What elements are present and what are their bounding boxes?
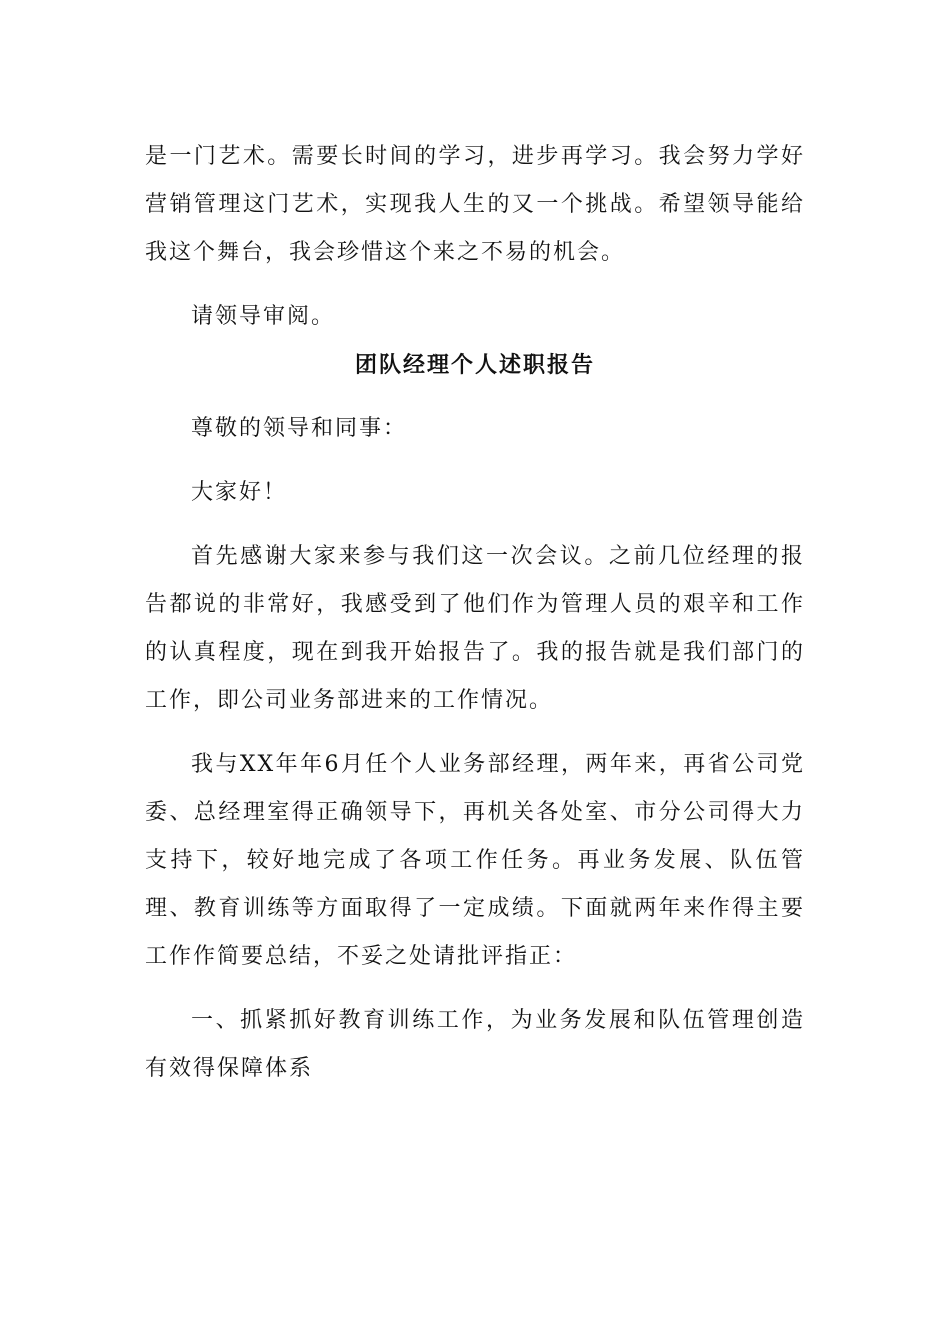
document-title: 团队经理个人述职报告	[354, 352, 595, 378]
document-body	[145, 133, 805, 1093]
greeting: 大家好！	[191, 480, 288, 505]
intro-paragraph: 是一门艺术。需要长时间的学习，进步再学习。我会努力学好营销管理这门艺术，实现我人生的又一个挑战。希望领导能给我这个舞台，我会珍惜这个来之不易的机会。	[145, 144, 805, 265]
paragraph-1: 首先感谢大家来参与我们这一次会议。之前几位经理的报告都说的非常好，我感受到了他们作为管理人员的艰辛和工作的认真程度，现在到我开始报告了。我的报告就是我们部门的工作，即公司业务部进来的工作情况。	[145, 544, 805, 713]
paragraph-2: 我与XX年年6月任个人业务部经理，两年来，再省公司党委、总经理室得正确领导下，再机关各处室、市分公司得大力支持下，较好地完成了各项工作任务。再业务发展、队伍管理、教育训练等方面取得了一定成绩。下面就两年来作得主要工作作简要总结，不妥之处请批评指正：	[145, 752, 805, 969]
salutation: 尊敬的领导和同事：	[191, 416, 408, 441]
closing-line: 请领导审阅。	[191, 304, 336, 329]
section-heading-1: 一、抓紧抓好教育训练工作，为业务发展和队伍管理创造有效得保障体系	[145, 1008, 805, 1081]
